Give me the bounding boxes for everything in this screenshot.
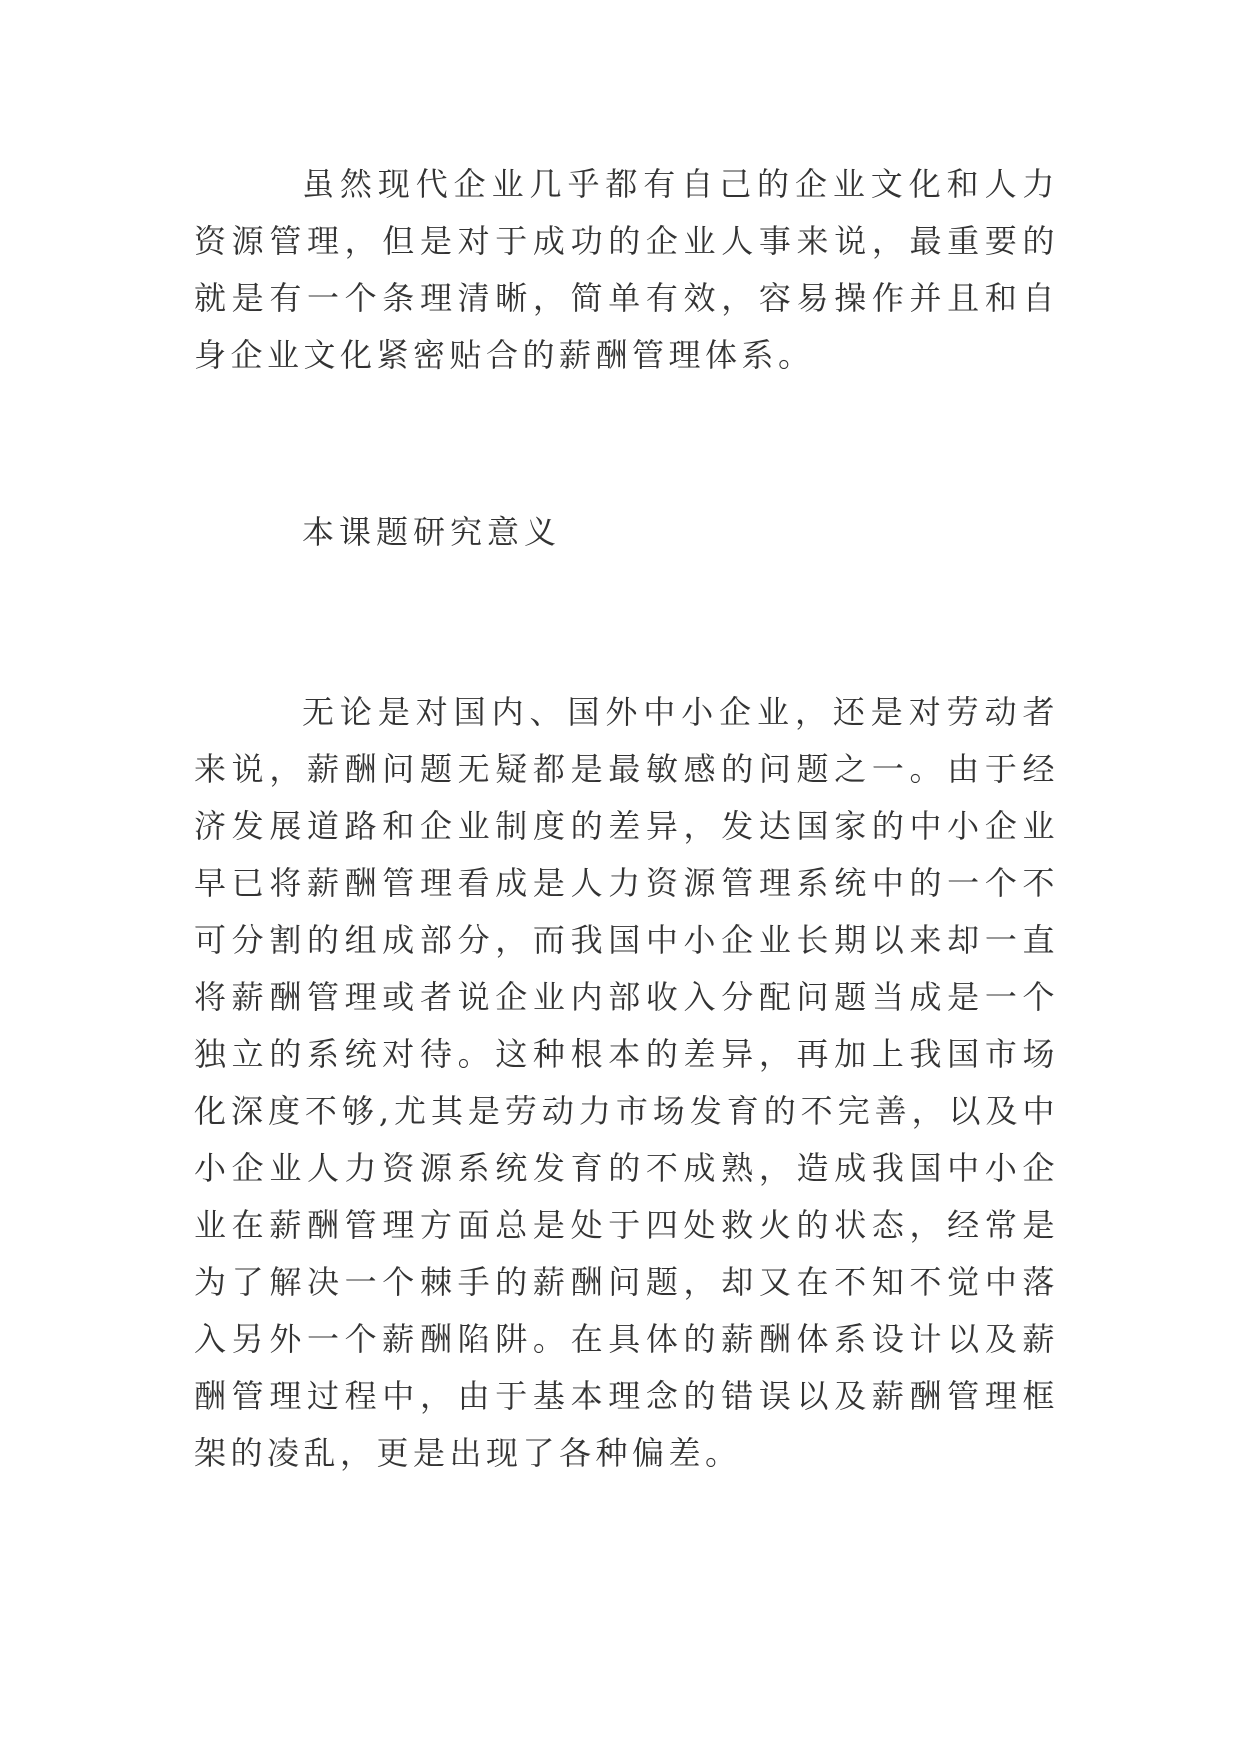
body-paragraph-intro: 虽然现代企业几乎都有自己的企业文化和人力资源管理，但是对于成功的企业人事来说，最重要的就是有一个条理清晰，简单有效，容易操作并且和自身企业文化紧密贴合的薪酬管理体系。 [194,165,1059,374]
section-heading: 本课题研究意义 [302,513,562,551]
body-paragraph-significance: 无论是对国内、国外中小企业，还是对劳动者来说，薪酬问题无疑都是最敏感的问题之一。由于经济发展道路和企业制度的差异，发达国家的中小企业早已将薪酬管理看成是人力资源管理系统中的一个不可分割的组成部分，而我国中小企业长期以来却一直将薪酬管理或者说企业内部收入分配问题当成是一个独立的系统对待。这种根本的差异，再加上我国市场化深度不够,尤其是劳动力市场发育的不完善，以及中小企业人力资源系统发育的不成熟，造成我国中小企业在薪酬管理方面总是处于四处救火的状态，经常是为了解决一个棘手的薪酬问题，却又在不知不觉中落入另外一个薪酬陷阱。在具体的薪酬体系设计以及薪酬管理过程中，由于基本理念的错误以及薪酬管理框架的凌乱，更是出现了各种偏差。 [194,693,1059,1472]
